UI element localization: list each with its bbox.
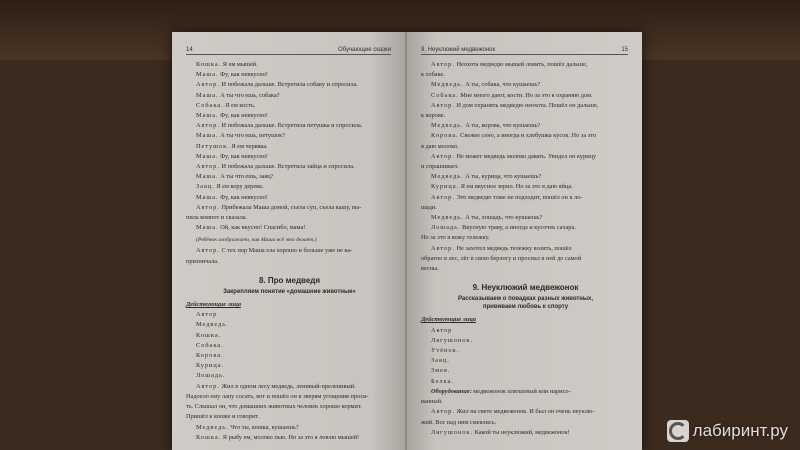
line-text: Не может медведь молоко давать. Увидел он курицу xyxy=(454,152,597,160)
line-text: А ты что ешь, петушок? xyxy=(218,132,285,140)
line-text: Ой, как вкусно! Спасибо, мама! xyxy=(218,224,306,232)
speaker-name: Кошка. xyxy=(196,433,222,441)
dialogue-line xyxy=(186,80,393,90)
story-line xyxy=(186,412,393,422)
speaker-name: Автор. xyxy=(196,382,220,390)
speaker-name: Кошка. xyxy=(196,61,222,68)
equipment-line: ванный. xyxy=(421,398,443,406)
line-text: Я ем червяка. xyxy=(229,142,268,150)
line-text: Надоело ему лапу сосать, вот и пошёл он к зверям угощения проси- xyxy=(186,392,369,400)
equipment-line xyxy=(421,387,630,397)
dialogue-line xyxy=(421,182,630,192)
dialogue-line xyxy=(421,101,630,111)
dialogue-line xyxy=(186,152,393,162)
dialogue-line xyxy=(186,193,393,203)
speaker-name: Собака. xyxy=(431,91,459,99)
line-text: Мне много дают, кости. Но за это я охраняю дом. xyxy=(458,91,593,99)
speaker-name: Автор. xyxy=(431,408,455,416)
dialogue-line xyxy=(186,142,393,152)
story-line xyxy=(186,392,393,402)
cast-member: Змея. xyxy=(431,367,451,375)
speaker-name: Медведь. xyxy=(196,423,229,431)
line-text: обратно в лес, лёг в свою берлогу и проспал в ней до самой xyxy=(421,254,582,262)
line-text: Жил на свете медвежонок. И был он очень неуклю- xyxy=(454,408,595,416)
dialogue-line xyxy=(186,60,393,70)
line-text: И дом охранять медведю неохота. Пошёл он дальше, xyxy=(454,101,599,109)
dialogue-line xyxy=(421,193,630,203)
section-subtitle: Закрепляем понятие «домашние животные» xyxy=(223,289,356,296)
dialogue-line xyxy=(186,162,393,172)
dialogue-line xyxy=(186,111,393,121)
line-text: Я ем мышей. xyxy=(221,61,258,68)
line-text: Фу, как невкусно! xyxy=(218,112,268,120)
cast-member: Заяц. xyxy=(431,357,450,365)
dialogue-line xyxy=(421,91,630,101)
speaker-name: Медведь. xyxy=(431,173,464,181)
line-text: Неохота медведю мышей ловить, пошёл дальше, xyxy=(454,61,588,68)
speaker-name: Автор. xyxy=(431,61,455,68)
cast-heading: Действующие лица xyxy=(186,301,241,309)
cast-member: Кошка. xyxy=(196,331,222,339)
line-text: И побежала дальше. Встретила собаку и спросила. xyxy=(219,81,358,89)
speaker-name: Медведь. xyxy=(431,81,464,89)
speaker-name: Автор. xyxy=(196,163,220,171)
cast-member: Курица. xyxy=(196,362,225,370)
cast-member: Корова. xyxy=(196,352,224,360)
speaker-name: Автор. xyxy=(431,244,455,252)
section-subtitle: Рассказываем о повадках разных животных, xyxy=(457,296,594,303)
cast-member: Медведь. xyxy=(196,321,229,329)
section-subtitle: прививаем любовь к спорту xyxy=(482,304,569,311)
speaker-name: Автор. xyxy=(431,193,455,201)
line-text: Какой ты неуклюжий, медвежонок! xyxy=(473,428,570,436)
speaker-name: Автор. xyxy=(431,101,455,109)
equipment-text: медвежонок плюшевый или нарисо- xyxy=(471,387,571,395)
open-book xyxy=(172,32,642,450)
dialogue-line xyxy=(186,203,393,213)
dialogue-line xyxy=(186,182,393,192)
dialogue-line xyxy=(186,91,393,101)
line-text: к собаке. xyxy=(421,71,445,79)
right-page xyxy=(407,32,642,450)
cast-member: Белка. xyxy=(431,377,454,385)
watermark xyxy=(667,420,788,442)
speaker-name: Маша. xyxy=(196,152,219,160)
running-head: 9. Неуклюжий медвежонок xyxy=(421,47,496,53)
left-page-text xyxy=(186,60,393,443)
dialogue-line xyxy=(186,172,393,182)
dialogue-line xyxy=(421,70,630,80)
speaker-name: Автор. xyxy=(196,122,220,130)
dialogue-line xyxy=(421,111,630,121)
page-number: 15 xyxy=(621,47,628,53)
speaker-name: Автор. xyxy=(196,247,220,255)
line-text: Пришёл к кошке и говорит. xyxy=(186,413,260,421)
speaker-name: Автор. xyxy=(196,203,220,211)
line-text: Я ем кость. xyxy=(223,101,256,109)
speaker-name: Собака. xyxy=(196,101,224,109)
speaker-name: Автор. xyxy=(431,152,455,160)
cast-member: Автор xyxy=(431,326,453,334)
cast-member: Собака. xyxy=(196,341,224,349)
speaker-name: Маша. xyxy=(196,112,219,120)
line-text: А ты, собака, что кушаешь? xyxy=(463,81,541,89)
equipment-label: Оборудование: xyxy=(431,387,472,395)
dialogue-line xyxy=(186,246,393,256)
speaker-name: Лошадь. xyxy=(431,224,461,232)
line-text: весны. xyxy=(421,265,439,273)
line-text: призничала. xyxy=(186,257,219,265)
line-text: Свежее сено, а иногда и хлебушка кусок. Но за это xyxy=(458,132,597,140)
dialogue-line xyxy=(421,172,630,182)
dialogue-line xyxy=(421,142,630,152)
dialogue-line xyxy=(421,152,630,162)
line-text: С тех пор Маша ела хорошо и больше уже не ка- xyxy=(219,247,353,255)
dialogue-line xyxy=(421,233,630,243)
line-text: Я рыбу ем, молоко пью. Но за это я ловлю мышей! xyxy=(221,433,360,441)
dialogue-line xyxy=(421,203,630,213)
dialogue-line xyxy=(421,264,630,274)
dialogue-line xyxy=(186,213,393,223)
dialogue-line xyxy=(421,254,630,264)
speaker-name: Медведь. xyxy=(431,122,464,130)
left-page xyxy=(172,32,405,450)
dialogue-line xyxy=(421,60,630,70)
line-text: А ты что ешь, собака? xyxy=(218,91,280,99)
stage-note: (Ребёнок изображает, как Маша всё это делает.) xyxy=(196,237,317,244)
speaker-name: Петушок. xyxy=(196,142,230,150)
labirint-logo-icon xyxy=(667,420,689,442)
line-text: И побежала дальше. Встретила петушка и спросила. xyxy=(219,122,363,130)
line-text: Фу, как невкусно! xyxy=(218,193,268,201)
dialogue-line xyxy=(186,223,393,233)
speaker-name: Маша. xyxy=(196,224,219,232)
watermark-text: лабиринт.ру xyxy=(692,421,788,440)
cast-heading: Действующие лица xyxy=(421,316,476,324)
section-title: 9. Неуклюжий медвежонок xyxy=(472,283,579,293)
line-text: Фу, как невкусно! xyxy=(218,152,268,160)
dialogue-line xyxy=(421,131,630,141)
line-text: А ты, курица, что кушаешь? xyxy=(463,173,542,181)
cast-member: Автор xyxy=(196,311,218,319)
line-text: ть. Слышал он, что домашних животных человек хорошо кормит. xyxy=(186,403,362,411)
story-line xyxy=(186,402,393,412)
story-line xyxy=(421,407,630,417)
line-text: Фу, как невкусно! xyxy=(218,71,268,79)
line-text: Не захотел медведь тележку возить, пошёл xyxy=(454,244,572,252)
story-line xyxy=(421,418,630,428)
line-text: и спрашивает. xyxy=(421,163,459,171)
line-text: Вкусную траву, а иногда и кусочек сахара. xyxy=(460,224,576,232)
story-line xyxy=(186,433,393,443)
story-line xyxy=(186,423,393,433)
line-text: Но за это я вожу тележку. xyxy=(421,234,490,242)
speaker-name: Маша. xyxy=(196,132,219,140)
dialogue-line xyxy=(421,162,630,172)
speaker-name: Заяц. xyxy=(196,183,215,191)
cast-member: Лягушонок. xyxy=(431,336,474,344)
dialogue-line xyxy=(421,80,630,90)
speaker-name: Лягушонок. xyxy=(431,428,474,436)
speaker-name: Маша. xyxy=(196,173,219,181)
line-text: я даю молоко. xyxy=(421,142,459,150)
speaker-name: Курица. xyxy=(431,183,460,191)
speaker-name: Маша. xyxy=(196,193,219,201)
line-text: шади. xyxy=(421,203,437,211)
dialogue-line xyxy=(421,244,630,254)
dialogue-line xyxy=(421,223,630,233)
story-line xyxy=(186,382,393,392)
line-text: жий. Все над ним смеялись. xyxy=(421,418,497,426)
speaker-name: Медведь. xyxy=(431,214,464,222)
line-text: Прибежала Маша домой, съела суп, съела кашу, вы- xyxy=(219,203,362,211)
dialogue-line xyxy=(421,121,630,131)
left-page-header xyxy=(186,42,391,55)
line-text: Я ем вкусное зерно. Но за это я даю яйца. xyxy=(459,183,573,191)
line-text: И побежала дальше. Встретила зайца и спросила. xyxy=(219,163,355,171)
dialogue-line xyxy=(186,257,393,267)
speaker-name: Автор. xyxy=(196,81,220,89)
right-page-text xyxy=(421,60,630,438)
line-text: Я ем кору дерева. xyxy=(214,183,264,191)
speaker-name: Маша. xyxy=(196,91,219,99)
dialogue-line xyxy=(421,213,630,223)
line-text: Что ты, кошка, кушаешь? xyxy=(228,423,299,431)
section-title: 8. Про медведя xyxy=(258,275,321,285)
line-text: к корове. xyxy=(421,112,446,120)
dialogue-line xyxy=(186,131,393,141)
cast-member: Лошадь. xyxy=(196,372,226,380)
cast-member: Утёнок. xyxy=(431,347,460,355)
story-line xyxy=(421,428,630,438)
dialogue-line xyxy=(186,101,393,111)
line-text: Это медведю тоже не подходит, пошёл он к ло- xyxy=(454,193,583,201)
line-text: А ты что ешь, заяц? xyxy=(218,173,274,181)
line-text: А ты, лошадь, что кушаешь? xyxy=(463,214,543,222)
right-page-header xyxy=(421,42,628,55)
line-text: А ты, корова, что кушаешь? xyxy=(463,122,541,130)
line-text: Жил в одном лесу медведь, ленивый-преленивый. xyxy=(219,382,356,390)
running-head: Обучающие сказки xyxy=(338,47,391,53)
dialogue-line xyxy=(186,70,393,80)
dialogue-line xyxy=(186,121,393,131)
page-number: 14 xyxy=(186,47,193,53)
line-text: пила компот и сказала. xyxy=(186,214,248,222)
speaker-name: Маша. xyxy=(196,71,219,79)
speaker-name: Корова. xyxy=(431,132,459,140)
